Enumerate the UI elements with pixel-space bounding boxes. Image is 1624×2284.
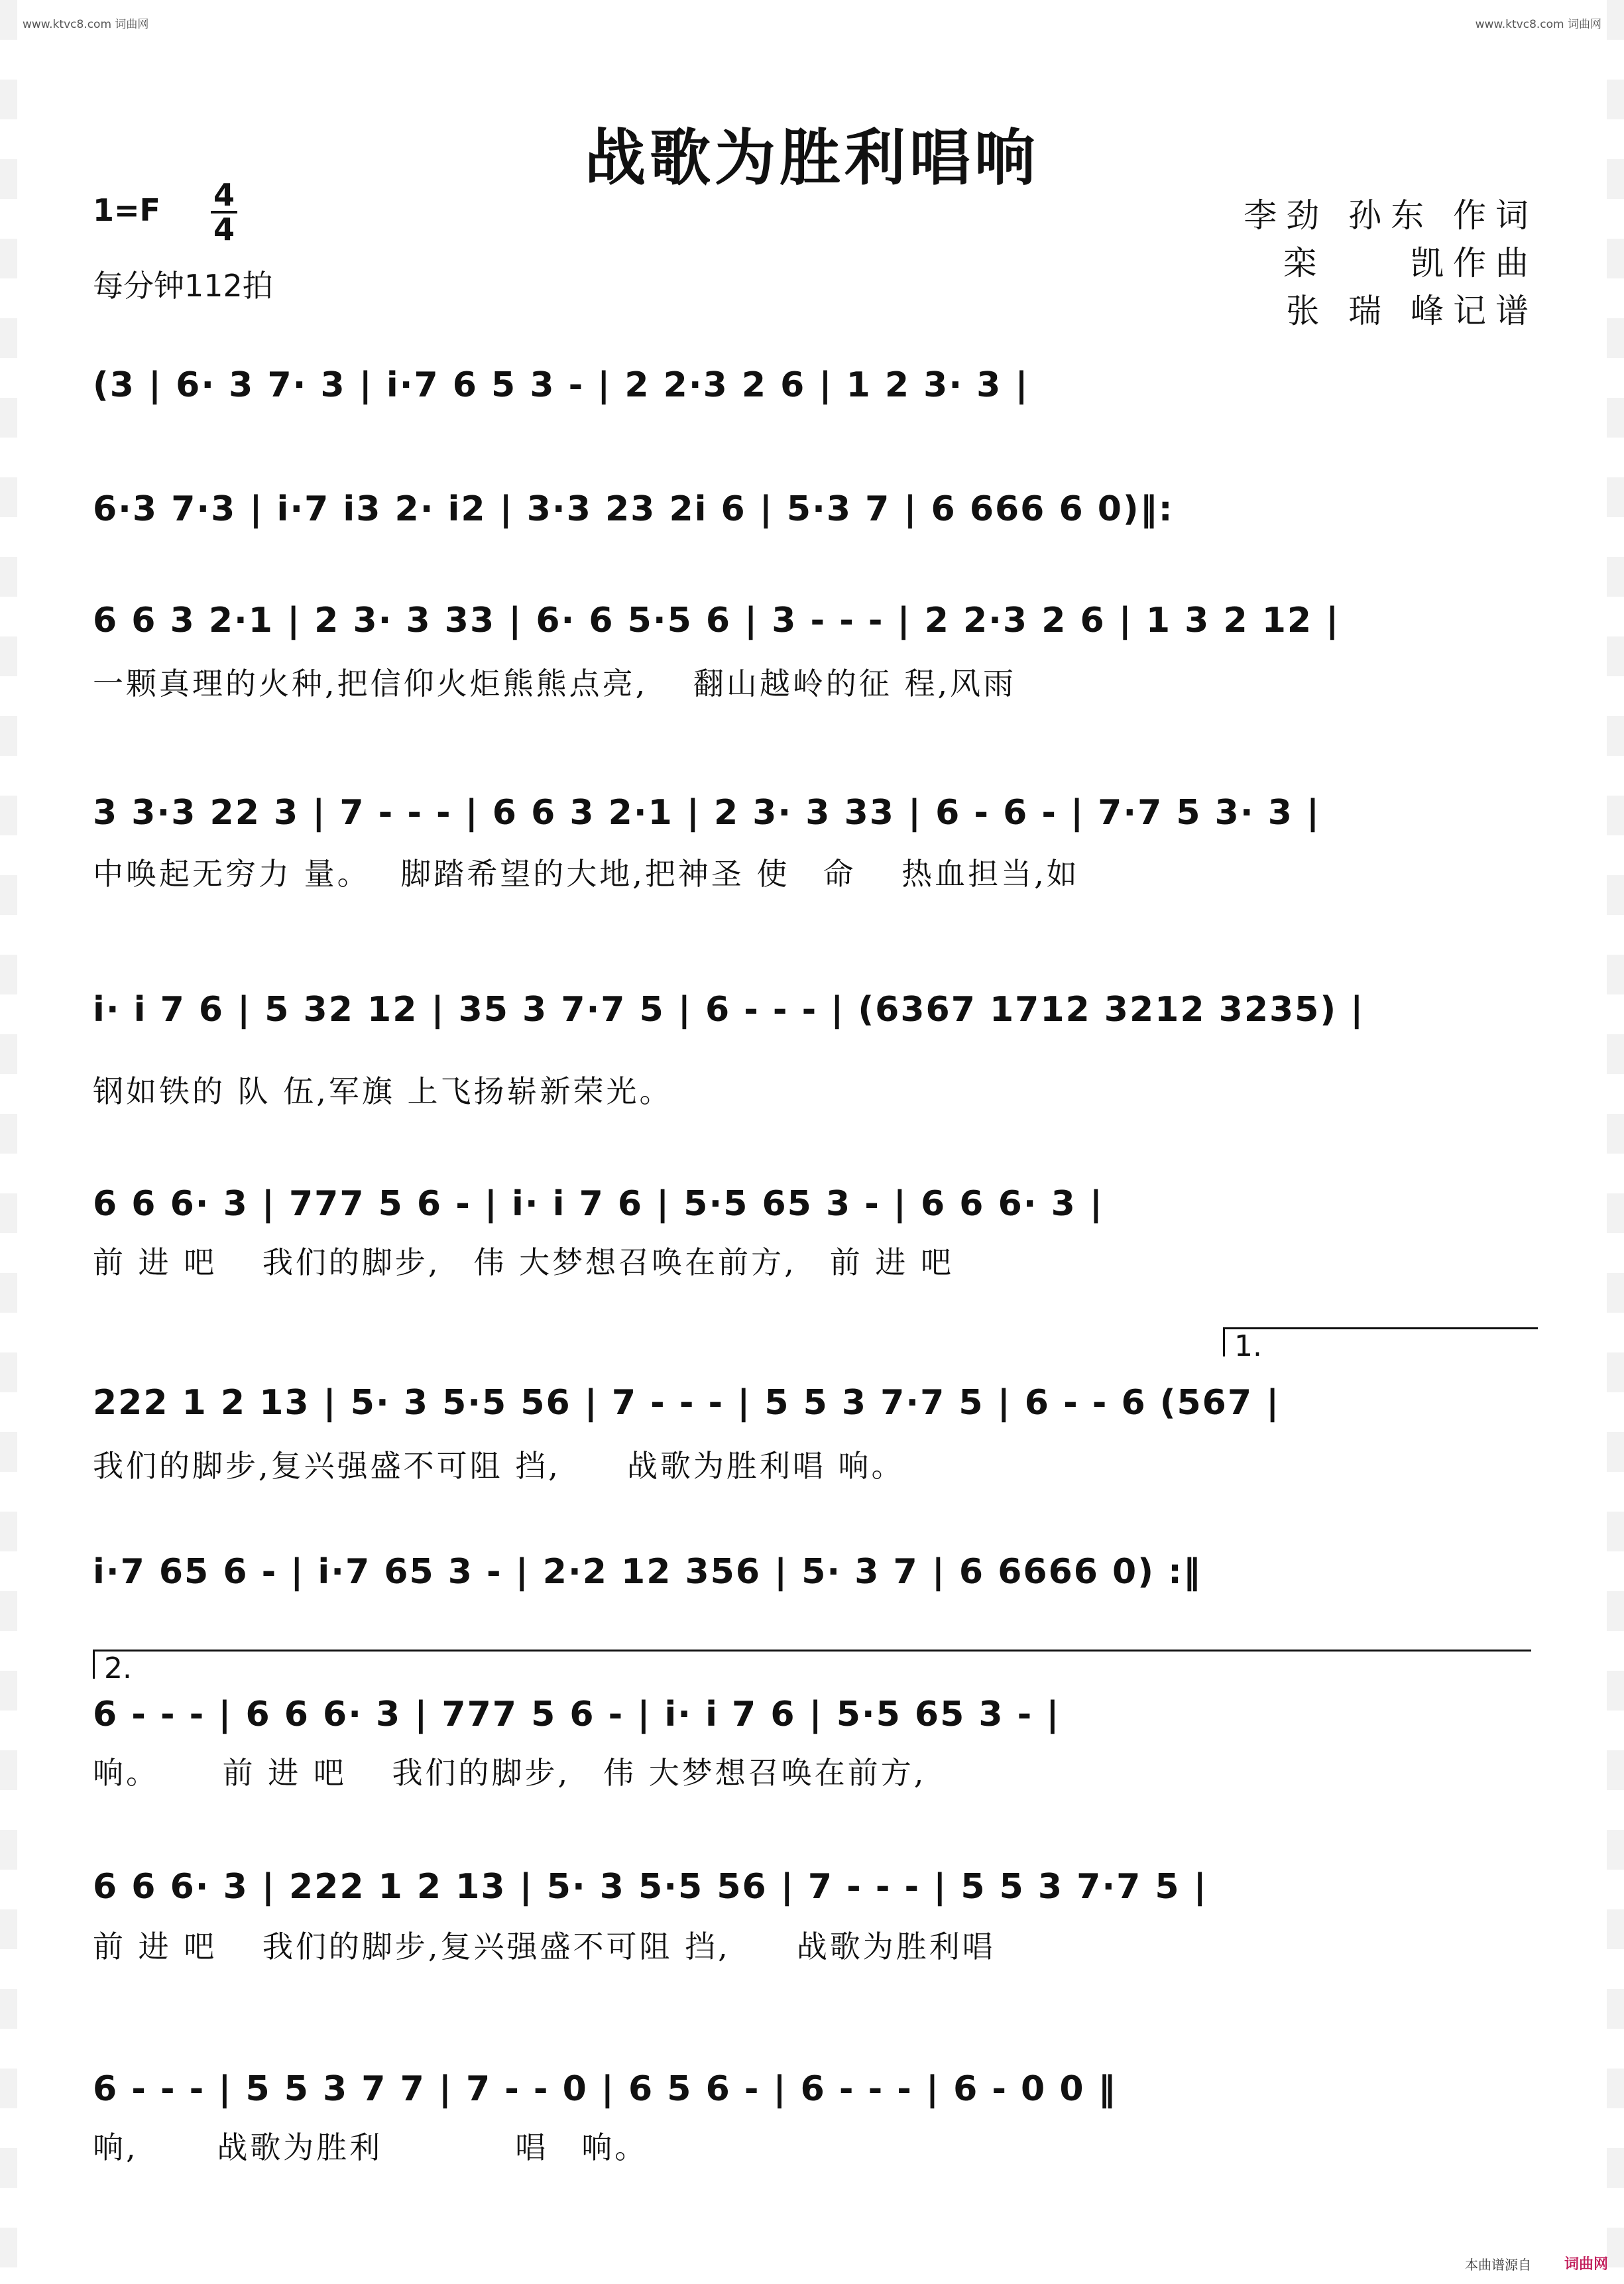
score-row-9-lyrics: 响。 前 进 吧 我们的脚步, 伟 大梦想召唤在前方, — [93, 1755, 927, 1791]
score-row-4-lyrics: 中唤起无穷力 量。 脚踏希望的大地,把神圣 使 命 热血担当,如 — [93, 856, 1080, 892]
second-ending-bracket: 2. — [93, 1650, 1531, 1679]
time-signature — [211, 179, 237, 246]
score-row-10-lyrics: 前 进 吧 我们的脚步,复兴强盛不可阻 挡, 战歌为胜利唱 — [93, 1929, 996, 1964]
footer-source: 本曲谱源自 — [1465, 2257, 1531, 2273]
score-row-5-notes: i· i 7 6 | 5 32 12 | 35 3 7·7 5 | 6 - - - | (6367 1712 3212 3235) | — [93, 990, 1365, 1030]
score-row-8-notes: i·7 65 6 - | i·7 65 3 - | 2·2 12 356 | 5· 3 7 | 6 6666 0) :‖ — [93, 1552, 1202, 1592]
watermark-right: www.ktvc8.com 词曲网 — [1475, 18, 1601, 31]
score-row-7-notes: 222 1 2 13 | 5· 3 5·5 56 | 7 - - - | 5 5 3 7·7 5 | 6 - - 6 (567 | — [93, 1383, 1281, 1423]
transcriber-credit: 张 瑞 峰记谱 — [1286, 292, 1538, 330]
watermark-left: www.ktvc8.com 词曲网 — [23, 18, 149, 31]
score-row-3-lyrics: 一颗真理的火种,把信仰火炬熊熊点亮, 翻山越岭的征 程,风雨 — [93, 666, 1017, 701]
song-title: 战歌为胜利唱响 — [584, 122, 1039, 194]
footer-brand-logo: 词曲网 — [1564, 2256, 1609, 2273]
lyricist-credit: 李劲 孙东 作词 — [1244, 196, 1538, 235]
first-ending-bracket: 1. — [1223, 1327, 1538, 1356]
time-signature-top: 4 — [213, 177, 235, 213]
score-row-11-notes: 6 - - - | 5 5 3 7 7 | 7 - - 0 | 6 5 6 - | 6 - - - | 6 - 0 0 ‖ — [93, 2069, 1117, 2109]
time-signature-bottom: 4 — [213, 211, 235, 248]
score-row-10-notes: 6 6 6· 3 | 222 1 2 13 | 5· 3 5·5 56 | 7 - - - | 5 5 3 7·7 5 | — [93, 1867, 1208, 1907]
tempo-marking: 每分钟112拍 — [93, 268, 273, 304]
score-row-6-notes: 6 6 6· 3 | 777 5 6 - | i· i 7 6 | 5·5 65 3 - | 6 6 6· 3 | — [93, 1184, 1104, 1224]
composer-credit: 栾 凯作曲 — [1283, 244, 1538, 282]
score-row-7-lyrics: 我们的脚步,复兴强盛不可阻 挡, 战歌为胜利唱 响。 — [93, 1448, 905, 1484]
score-row-5-lyrics: 钢如铁的 队 伍,军旗 上飞扬崭新荣光。 — [93, 1073, 673, 1109]
score-row-6-lyrics: 前 进 吧 我们的脚步, 伟 大梦想召唤在前方, 前 进 吧 — [93, 1244, 954, 1280]
key-signature: 1=F — [93, 192, 160, 228]
score-row-9-notes: 6 - - - | 6 6 6· 3 | 777 5 6 - | i· i 7 6 | 5·5 65 3 - | — [93, 1695, 1061, 1734]
left-margin-strip — [0, 0, 17, 2284]
score-row-4-notes: 3 3·3 22 3 | 7 - - - | 6 6 3 2·1 | 2 3· 3 33 | 6 - 6 - | 7·7 5 3· 3 | — [93, 793, 1320, 833]
score-row-11-lyrics: 响, 战歌为胜利 唱 响。 — [93, 2130, 648, 2165]
right-margin-strip — [1607, 0, 1624, 2284]
score-row-1-notes: (3 | 6· 3 7· 3 | i·7 6 5 3 - | 2 2·3 2 6 | 1 2 3· 3 | — [93, 365, 1029, 405]
score-row-3-notes: 6 6 3 2·1 | 2 3· 3 33 | 6· 6 5·5 6 | 3 - - - | 2 2·3 2 6 | 1 3 2 12 | — [93, 601, 1340, 640]
score-row-2-notes: 6·3 7·3 | i·7 i3 2· i2 | 3·3 23 2i 6 | 5·3 7 | 6 666 6 0)‖: — [93, 489, 1174, 529]
